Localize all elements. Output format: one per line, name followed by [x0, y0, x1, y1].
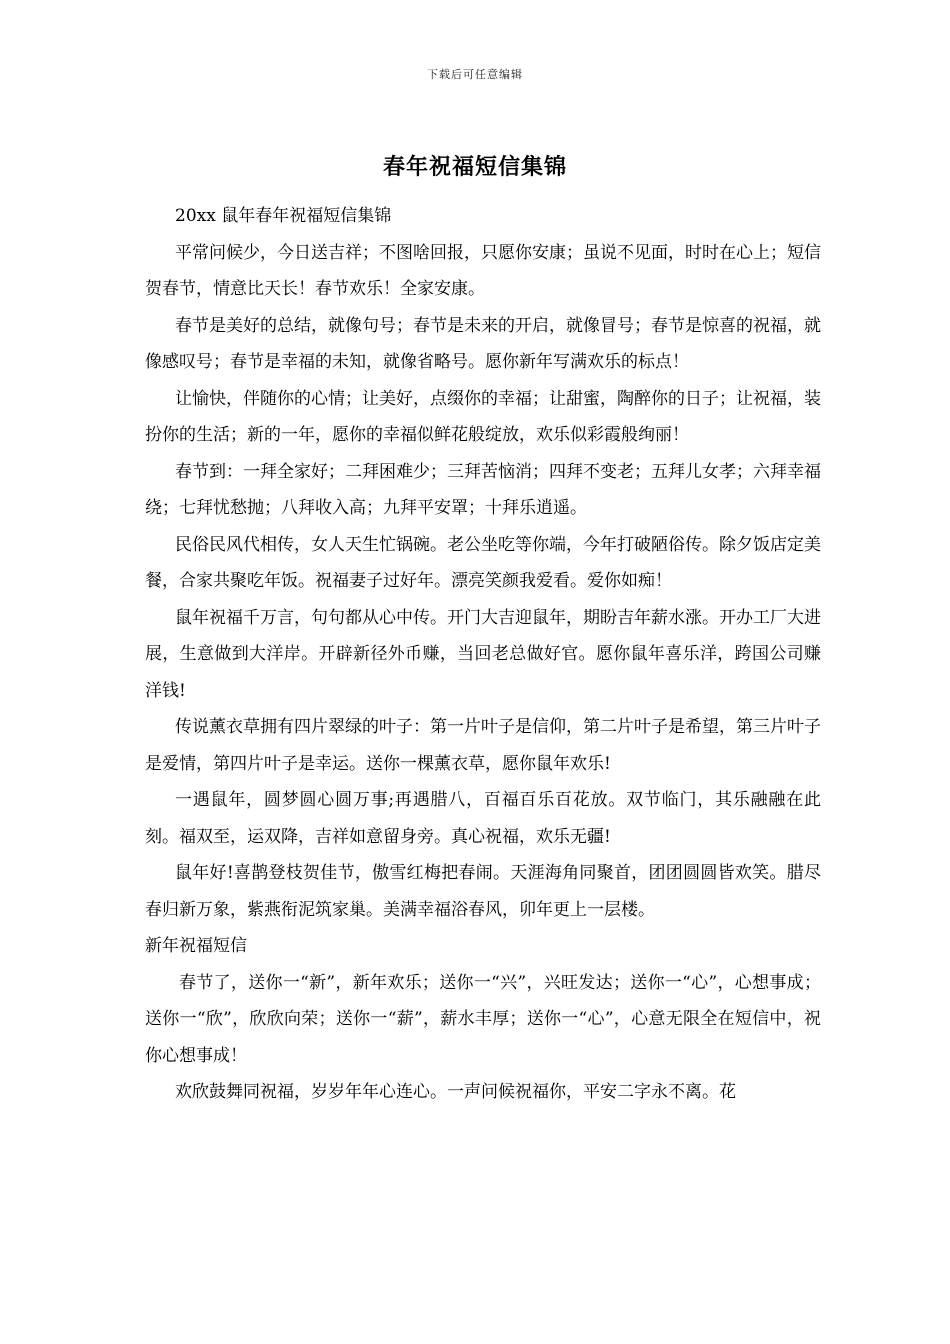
paragraph: 春节到：一拜全家好；二拜困难少；三拜苦恼消；四拜不变老；五拜儿女孝；六拜幸福绕；七拜忧愁抛；八拜收入高；九拜平安罩；十拜乐逍遥。 — [145, 461, 821, 518]
paragraph: 让愉快，伴随你的心情；让美好，点缀你的幸福；让甜蜜，陶醉你的日子；让祝福，装扮你的生活；新的一年，愿你的幸福似鲜花般绽放，欢乐似彩霞般绚丽！ — [145, 388, 821, 445]
document-subtitle: 20xx 鼠年春年祝福短信集锦 — [175, 206, 392, 226]
paragraph: 春节了，送你一“新”，新年欢乐；送你一“兴”，兴旺发达；送你一“心”，心想事成；送你一“欣”，欣欣向荣；送你一“薪”，薪水丰厚；送你一“心”，心意无限全在短信中，祝你心想事成！ — [145, 972, 821, 1066]
paragraph: 鼠年祝福千万言，句句都从心中传。开门大吉迎鼠年，期盼吉年薪水涨。开办工厂大进展，生意做到大洋岸。开辟新径外币赚，当回老总做好官。愿你鼠年喜乐洋，跨国公司赚洋钱! — [145, 607, 821, 701]
paragraph: 民俗民风代相传，女人天生忙锅碗。老公坐吃等你端，今年打破陋俗传。除夕饭店定美餐，合家共聚吃年饭。祝福妻子过好年。漂亮笑颜我爱看。爱你如痴！ — [145, 534, 821, 591]
document-body — [145, 198, 821, 1111]
paragraph: 一遇鼠年，圆梦圆心圆万事;再遇腊八，百福百乐百花放。双节临门，其乐融融在此刻。福双至，运双降，吉祥如意留身旁。真心祝福，欢乐无疆! — [145, 790, 821, 847]
paragraph: 鼠年好!喜鹊登枝贺佳节，傲雪红梅把春闹。天涯海角同聚首，团团圆圆皆欢笑。腊尽春归新万象，紫燕衔泥筑家巢。美满幸福浴春风，卯年更上一层楼。 — [145, 863, 821, 920]
paragraph: 传说薰衣草拥有四片翠绿的叶子：第一片叶子是信仰，第二片叶子是希望，第三片叶子是爱情，第四片叶子是幸运。送你一棵薰衣草，愿你鼠年欢乐! — [145, 717, 821, 774]
paragraph: 欢欣鼓舞同祝福，岁岁年年心连心。一声问候祝福你，平安二字永不离。花 — [175, 1082, 736, 1102]
section-heading: 新年祝福短信 — [145, 936, 247, 956]
paragraph: 平常问候少，今日送吉祥；不图啥回报，只愿你安康；虽说不见面，时时在心上；短信贺春节，情意比天长！春节欢乐！全家安康。 — [145, 242, 821, 299]
header-note: 下载后可任意编辑 — [427, 68, 523, 81]
paragraph: 春节是美好的总结，就像句号；春节是未来的开启，就像冒号；春节是惊喜的祝福，就像感叹号；春节是幸福的未知，就像省略号。愿你新年写满欢乐的标点！ — [145, 315, 821, 372]
document-title: 春年祝福短信集锦 — [382, 154, 567, 180]
